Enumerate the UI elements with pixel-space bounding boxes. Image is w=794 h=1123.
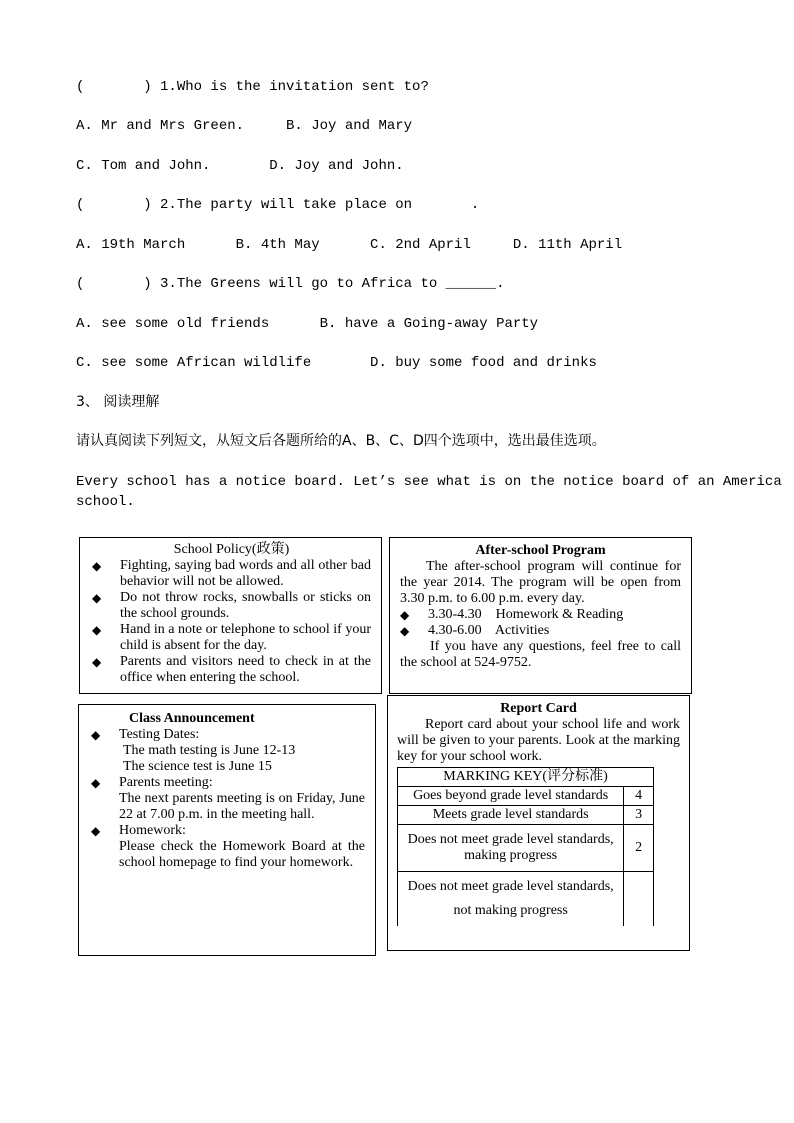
school-policy-title: School Policy(政策) <box>173 542 290 557</box>
report-card-box <box>387 695 690 951</box>
marking-key-score: 4 <box>624 787 654 806</box>
question-1-options-a-b: A. Mr and Mrs Green. B. Joy and Mary <box>76 118 413 134</box>
after-school-contact: If you have any questions, feel free to call the school at 524-9752. <box>400 639 681 670</box>
school-policy-box <box>79 537 382 694</box>
diamond-bullet-icon: ◆ <box>92 655 102 669</box>
marking-key-description: Meets grade level standards <box>398 806 624 825</box>
diamond-bullet-icon: ◆ <box>92 591 102 605</box>
marking-key-description: Does not meet grade level standards, making progress <box>398 825 624 872</box>
table-row <box>398 787 654 806</box>
diamond-bullet-icon: ◆ <box>91 824 101 838</box>
table-row <box>398 825 654 872</box>
intro-line-2: school. <box>76 494 135 510</box>
announcement-item: ◆ Parents meeting: The next parents meeting is on Friday, June 22 at 7.00 p.m. in the meeting hall. <box>91 775 365 822</box>
after-school-title: After-school Program <box>475 543 606 558</box>
policy-item: ◆ Parents and visitors need to check in at the office when entering the school. <box>92 654 371 685</box>
diamond-bullet-icon: ◆ <box>91 776 101 790</box>
section-instruction: 请认真阅读下列短文，从短文后各题所给的A、B、C、D四个选项中，选出最佳选项。 <box>76 433 606 449</box>
policy-item: ◆ Hand in a note or telephone to school if your child is absent for the day. <box>92 622 371 653</box>
policy-item: ◆ Do not throw rocks, snowballs or sticks on the school grounds. <box>92 590 371 621</box>
class-announcement-box <box>78 704 376 956</box>
policy-item: ◆ Fighting, saying bad words and all other bad behavior will not be allowed. <box>92 558 371 589</box>
diamond-bullet-icon: ◆ <box>400 624 410 638</box>
announcement-item: ◆ Homework: Please check the Homework Board at the school homepage to find your homework. <box>91 823 365 870</box>
question-3-options-a-b: A. see some old friends B. have a Going-away Party <box>76 316 539 332</box>
class-announcement-title: Class Announcement <box>129 711 255 726</box>
marking-key-description: Goes beyond grade level standards <box>398 787 624 806</box>
marking-key-score <box>624 872 654 927</box>
marking-key-title: MARKING KEY(评分标准) <box>398 768 654 787</box>
marking-key-score: 2 <box>624 825 654 872</box>
report-card-title: Report Card <box>500 701 577 716</box>
question-1-options-c-d: C. Tom and John. D. Joy and John. <box>76 158 404 174</box>
section-heading: 3、 阅读理解 <box>76 394 160 410</box>
diamond-bullet-icon: ◆ <box>92 559 102 573</box>
question-3-options-c-d: C. see some African wildlife D. buy some food and drinks <box>76 355 597 371</box>
intro-line-1: Every school has a notice board. Let’s see what is on the notice board of an America <box>76 474 782 490</box>
marking-key-score: 3 <box>624 806 654 825</box>
marking-key-table <box>397 767 654 926</box>
table-row <box>398 872 654 927</box>
diamond-bullet-icon: ◆ <box>91 728 101 742</box>
schedule-item: ◆ 4.30-6.00 Activities <box>400 623 550 638</box>
report-card-paragraph: Report card about your school life and work will be given to your parents. Look at the marking key for your school work. <box>397 717 680 764</box>
table-row <box>398 806 654 825</box>
after-school-program-box <box>389 537 692 694</box>
diamond-bullet-icon: ◆ <box>92 623 102 637</box>
schedule-item: ◆ 3.30-4.30 Homework & Reading <box>400 607 624 622</box>
diamond-bullet-icon: ◆ <box>400 608 410 622</box>
marking-key-description: Does not meet grade level standards, not making progress <box>398 872 624 927</box>
question-3-stem: ( ) 3.The Greens will go to Africa to ______. <box>76 276 505 292</box>
question-1-stem: ( ) 1.Who is the invitation sent to? <box>76 79 429 95</box>
announcement-item: ◆ Testing Dates: The math testing is June 12-13 The science test is June 15 <box>91 727 296 774</box>
after-school-paragraph: The after-school program will continue for the year 2014. The program will be open from 3.30 p.m. to 6.00 p.m. every day. <box>400 559 681 606</box>
question-2-stem: ( ) 2.The party will take place on . <box>76 197 480 213</box>
question-2-options: A. 19th March B. 4th May C. 2nd April D. 11th April <box>76 237 623 253</box>
